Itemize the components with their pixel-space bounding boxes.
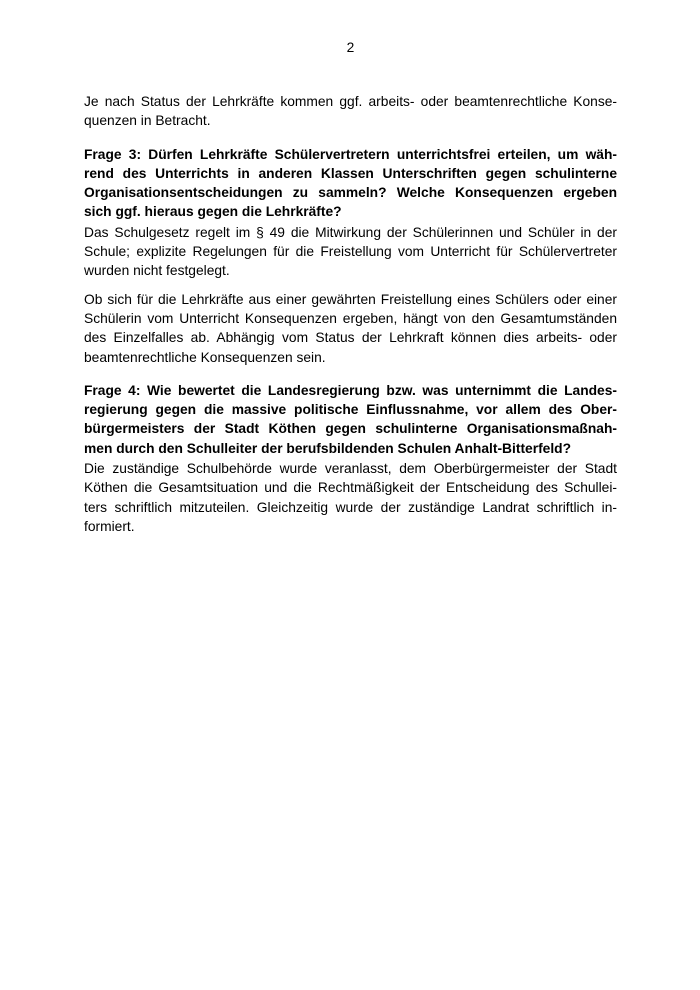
text-line: men durch den Schulleiter der berufsbildenden Schulen Anhalt-Bitterfeld? xyxy=(84,440,572,456)
document-body xyxy=(84,92,617,545)
text-line: ters schriftlich mitzuteilen. Gleichzeitig wurde der zuständige Landrat schriftlich in- xyxy=(84,499,617,515)
text-line: Das Schulgesetz regelt im § 49 die Mitwirkung der Schülerinnen und Schüler in der xyxy=(84,224,617,240)
text-line: Schule; explizite Regelungen für die Freistellung vom Unterricht für Schülervertreter xyxy=(84,244,617,260)
text-line: Die zuständige Schulbehörde wurde veranlasst, dem Oberbürgermeister der Stadt xyxy=(84,461,617,477)
text-line: beamtenrechtliche Konsequenzen sein. xyxy=(84,349,326,365)
text-line: quenzen in Betracht. xyxy=(84,113,211,129)
frage-4-heading xyxy=(84,381,617,458)
text-line: Frage 4: Wie bewertet die Landesregierung bzw. was unternimmt die Landes- xyxy=(84,382,617,398)
text-line: sich ggf. hieraus gegen die Lehrkräfte? xyxy=(84,204,342,220)
text-line: Köthen die Gesamtsituation und die Rechtmäßigkeit der Entscheidung des Schullei- xyxy=(84,480,617,496)
text-line: regierung gegen die massive politische Einflussnahme, vor allem des Ober- xyxy=(84,402,617,418)
frage-3-heading xyxy=(84,145,617,222)
text-line: des Einzelfalles ab. Abhängig vom Status der Lehrkraft können dies arbeits- oder xyxy=(84,330,617,346)
paragraph-status-konsequenzen xyxy=(84,92,617,131)
paragraph-freistellung-konsequenzen xyxy=(84,290,617,367)
text-line: Je nach Status der Lehrkräfte kommen ggf. arbeits- oder beamtenrechtliche Konse- xyxy=(84,94,617,109)
text-line: Ob sich für die Lehrkräfte aus einer gewährten Freistellung eines Schülers oder einer xyxy=(84,291,617,307)
text-line: Organisationsentscheidungen zu sammeln? Welche Konsequenzen ergeben xyxy=(84,185,617,201)
paragraph-schulgesetz xyxy=(84,223,617,281)
text-line: wurden nicht festgelegt. xyxy=(84,263,230,279)
text-line: formiert. xyxy=(84,518,135,534)
text-line: bürgermeisters der Stadt Köthen gegen schulinterne Organisationsmaßnah- xyxy=(84,421,617,437)
text-line: Schülerin vom Unterricht Konsequenzen ergeben, hängt von den Gesamtumständen xyxy=(84,310,617,326)
text-line: Frage 3: Dürfen Lehrkräfte Schülervertretern unterrichtsfrei erteilen, um wäh- xyxy=(84,146,617,162)
page-number: 2 xyxy=(346,40,355,55)
paragraph-schulbehoerde xyxy=(84,459,617,536)
text-line: rend des Unterrichts in anderen Klassen Unterschriften gegen schulinterne xyxy=(84,165,617,181)
